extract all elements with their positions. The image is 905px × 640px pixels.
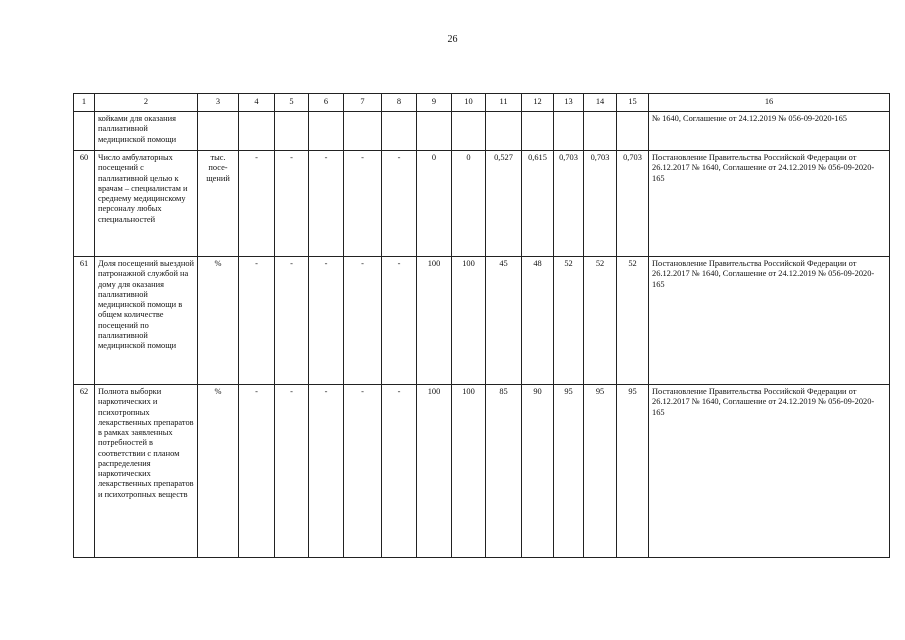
value-cell: -	[382, 385, 417, 558]
value-cell	[452, 112, 486, 151]
column-header: 4	[239, 94, 275, 112]
value-cell: 52	[617, 257, 649, 385]
value-cell: 100	[452, 385, 486, 558]
value-cell: 45	[486, 257, 522, 385]
value-cell: -	[239, 385, 275, 558]
value-cell: -	[309, 257, 344, 385]
unit-cell: %	[198, 257, 239, 385]
value-cell: -	[344, 257, 382, 385]
value-cell: -	[275, 151, 309, 257]
value-cell: 90	[522, 385, 554, 558]
value-cell	[522, 112, 554, 151]
value-cell: 52	[554, 257, 584, 385]
value-cell: 95	[584, 385, 617, 558]
column-header: 16	[649, 94, 890, 112]
value-cell: -	[344, 151, 382, 257]
value-cell	[309, 112, 344, 151]
value-cell: 0,703	[554, 151, 584, 257]
source-document: № 1640, Соглашение от 24.12.2019 № 056-09-2020-165	[649, 112, 890, 151]
value-cell: 95	[617, 385, 649, 558]
row-number: 60	[74, 151, 95, 257]
value-cell	[617, 112, 649, 151]
value-cell	[239, 112, 275, 151]
column-header: 13	[554, 94, 584, 112]
value-cell	[417, 112, 452, 151]
value-cell: 85	[486, 385, 522, 558]
value-cell: -	[309, 151, 344, 257]
column-header: 6	[309, 94, 344, 112]
row-number	[74, 112, 95, 151]
indicator-name: Полнота выборки наркотических и психотропных лекарственных препаратов в рамках заявленных потребностей в соответствии с планом распределения наркотических лекарственных препаратов и психотропных веществ	[95, 385, 198, 558]
value-cell: -	[309, 385, 344, 558]
page-number: 26	[447, 34, 458, 45]
value-cell: 95	[554, 385, 584, 558]
value-cell: -	[344, 385, 382, 558]
value-cell	[554, 112, 584, 151]
value-cell: -	[275, 385, 309, 558]
column-header: 5	[275, 94, 309, 112]
table-row	[74, 151, 890, 257]
value-cell: 0,703	[617, 151, 649, 257]
table-row	[74, 257, 890, 385]
source-document: Постановление Правительства Российской Федерации от 26.12.2017 № 1640, Соглашение от 24.12.2019 № 056-09-2020-165	[649, 151, 890, 257]
column-header: 7	[344, 94, 382, 112]
row-number: 61	[74, 257, 95, 385]
unit-cell	[198, 112, 239, 151]
column-header: 14	[584, 94, 617, 112]
unit-cell: тыс. посе-щений	[198, 151, 239, 257]
value-cell: 100	[417, 257, 452, 385]
source-document: Постановление Правительства Российской Федерации от 26.12.2017 № 1640, Соглашение от 24.12.2019 № 056-09-2020-165	[649, 257, 890, 385]
column-header: 11	[486, 94, 522, 112]
value-cell	[344, 112, 382, 151]
source-document: Постановление Правительства Российской Федерации от 26.12.2017 № 1640, Соглашение от 24.12.2019 № 056-09-2020-165	[649, 385, 890, 558]
indicator-name: Доля посещений выездной патронажной службой на дому для оказания паллиативной медицинской помощи в общем количестве посещений по паллиативной медицинской помощи	[95, 257, 198, 385]
column-header: 3	[198, 94, 239, 112]
row-number: 62	[74, 385, 95, 558]
column-header: 2	[95, 94, 198, 112]
value-cell: 0,703	[584, 151, 617, 257]
value-cell	[382, 112, 417, 151]
value-cell: -	[239, 151, 275, 257]
indicator-name: Число амбулаторных посещений с паллиативной целью к врачам – специалистам и среднему медицинскому персоналу любых специальностей	[95, 151, 198, 257]
value-cell: -	[382, 151, 417, 257]
indicator-name: койками для оказания паллиативной медицинской помощи	[95, 112, 198, 151]
value-cell: 0,527	[486, 151, 522, 257]
header-row	[74, 94, 890, 112]
column-header: 15	[617, 94, 649, 112]
column-header: 8	[382, 94, 417, 112]
value-cell	[486, 112, 522, 151]
value-cell: 100	[417, 385, 452, 558]
value-cell	[275, 112, 309, 151]
column-header: 10	[452, 94, 486, 112]
value-cell: 0,615	[522, 151, 554, 257]
column-header: 1	[74, 94, 95, 112]
column-header: 9	[417, 94, 452, 112]
value-cell: -	[239, 257, 275, 385]
table-row	[74, 385, 890, 558]
table-row	[74, 112, 890, 151]
value-cell: 0	[452, 151, 486, 257]
column-header: 12	[522, 94, 554, 112]
value-cell	[584, 112, 617, 151]
indicators-table	[73, 93, 890, 558]
unit-cell: %	[198, 385, 239, 558]
value-cell: -	[275, 257, 309, 385]
value-cell: 52	[584, 257, 617, 385]
value-cell: 48	[522, 257, 554, 385]
value-cell: -	[382, 257, 417, 385]
value-cell: 100	[452, 257, 486, 385]
value-cell: 0	[417, 151, 452, 257]
